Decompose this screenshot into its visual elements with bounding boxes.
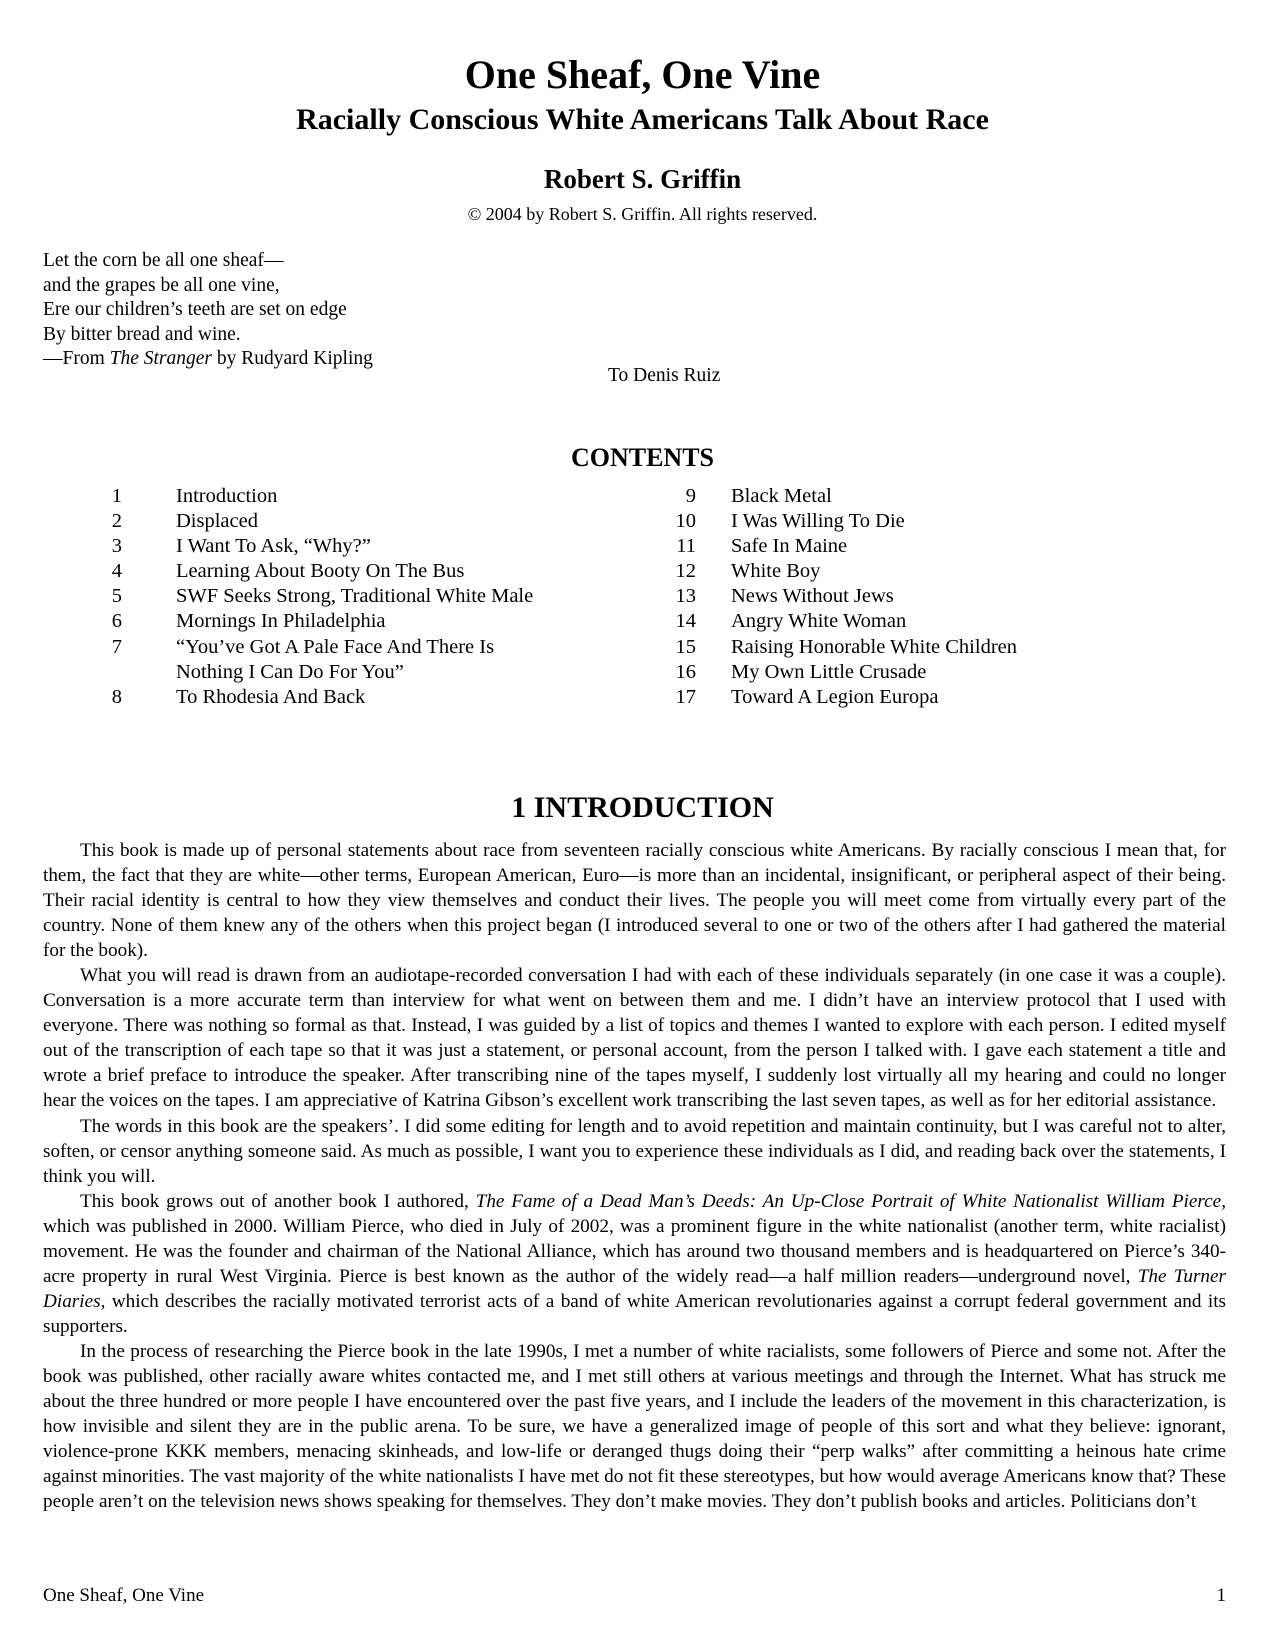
toc-number: 14 [675, 610, 696, 633]
toc-number: 11 [676, 535, 696, 558]
epigraph-line: and the grapes be all one vine, [43, 274, 280, 296]
attribution-prefix: —From [43, 348, 110, 370]
chapter-body [43, 838, 1226, 1514]
toc-number: 12 [675, 560, 696, 583]
chapter-heading: 1 INTRODUCTION [511, 791, 774, 824]
paragraph: This book is made up of personal statements about race from seventeen racially conscious white Americans. By racially conscious I mean that, for them, the fact that they are white—other terms, European American, Euro—is more than an incidental, insignificant, or peripheral aspect of their being. Their racial identity is central to how they view themselves and conduct their lives. The people you will meet come from virtually every part of the country. None of them knew any of the others when this project began (I introduced several to one or two of the others after I had gathered the material for the book). [43, 840, 1226, 962]
toc-title: I Want To Ask, “Why?” [176, 535, 371, 558]
text-run: This book grows out of another book I authored, [80, 1190, 476, 1212]
author-name: Robert S. Griffin [543, 164, 742, 194]
attribution-suffix: by Rudyard Kipling [212, 348, 373, 370]
toc-number: 1 [111, 485, 122, 507]
book-title-italic: The Turner Diaries, [43, 1265, 1227, 1312]
toc-number: 13 [675, 585, 696, 608]
dedication: To Denis Ruiz [608, 365, 721, 386]
toc-title: Learning About Booty On The Bus [176, 560, 465, 583]
toc-title: My Own Little Crusade [731, 660, 927, 683]
toc-number: 4 [111, 560, 122, 583]
document-title: One Sheaf, One Vine [464, 52, 821, 97]
toc-number: 15 [675, 635, 696, 658]
toc-number: 5 [111, 585, 122, 608]
footer-title: One Sheaf, One Vine [43, 1585, 205, 1606]
toc-number: 10 [675, 510, 696, 533]
toc-title: Nothing I Can Do For You” [176, 660, 404, 683]
toc-title: To Rhodesia And Back [176, 685, 366, 708]
book-title-italic: The Fame of a Dead Man’s Deeds: An Up-Close Portrait of White Nationalist William Pierce, [475, 1190, 1226, 1212]
epigraph-line: By bitter bread and wine. [43, 323, 241, 345]
contents-heading: CONTENTS [570, 443, 715, 472]
copyright-notice: © 2004 by Robert S. Griffin. All rights reserved. [467, 204, 818, 224]
toc-number: 17 [675, 685, 696, 708]
toc-title: Toward A Legion Europa [731, 685, 939, 708]
toc-title: News Without Jews [731, 585, 894, 608]
page-number: 1 [1216, 1585, 1226, 1606]
text-run: which was published in 2000. William Pierce, who died in July of 2002, was a prominent figure in the white nationalist (another term, white racialist) movement. He was the founder and chairman of the National Alliance, which has around two thousand members and is headquartered on Pierce’s 340-acre property in rural West Virginia. Pierce is best known as the author of the widely read—a half million readers—underground novel, [43, 1215, 1226, 1287]
toc-number: 2 [111, 510, 122, 533]
epigraph-line: Let the corn be all one sheaf— [43, 250, 284, 271]
toc-title: Introduction [176, 485, 278, 507]
paragraph: In the process of researching the Pierce book in the late 1990s, I met a number of white racialists, some followers of Pierce and some not. After the book was published, other racially aware whites contacted me, and I met still others at various meetings and through the Internet. What has struck me about the three hundred or more people I have encountered over the past five years, and I include the leaders of the movement in this characterization, is how invisible and silent they are in the public arena. To be sure, we have a generalized image of people of this sort and what they believe: ignorant, violence-prone KKK members, menacing skinheads, and low-life or deranged thugs doing their “perp walks” after committing a heinous hate crime against minorities. The vast majority of the white nationalists I have met do not fit these stereotypes, but how would average Americans know that? These people aren’t on the television news shows speaking for themselves. They don’t make movies. They don’t publish books and articles. Politicians don’t [43, 1340, 1226, 1513]
paragraph: What you will read is drawn from an audiotape-recorded conversation I had with each of these individuals separately (in one case it was a couple). Conversation is a more accurate term than interview for what went on between them and me. I didn’t have an interview protocol that I used with everyone. There was nothing so formal as that. Instead, I was guided by a list of topics and themes I wanted to explore with each person. I edited myself out of the transcription of each tape so that it was just a statement, or personal account, from the person I talked with. I gave each statement a title and wrote a brief preface to introduce the speaker. After transcribing nine of the tapes myself, I suddenly lost virtually all my hearing and could no longer hear the voices on the tapes. I am appreciative of Katrina Gibson’s excellent work transcribing the last seven tapes, as well as for her editorial assistance. [43, 965, 1226, 1112]
toc-number: 8 [111, 685, 122, 708]
paragraph: The words in this book are the speakers’. I did some editing for length and to avoid repetition and maintain continuity, but I was careful not to alter, soften, or censor anything someone said. As much as possible, I want you to experience these individuals as I did, and reading back over the statements, I think you will. [43, 1115, 1226, 1187]
epigraph-attribution [43, 347, 373, 372]
toc-number: 6 [111, 610, 122, 633]
toc-number: 16 [675, 660, 696, 683]
toc-number: 9 [685, 485, 696, 507]
toc-title: Angry White Woman [731, 610, 907, 633]
epigraph-line: Ere our children’s teeth are set on edge [43, 299, 347, 321]
toc-title: Safe In Maine [731, 535, 848, 558]
toc-number: 7 [111, 635, 122, 658]
paragraph [43, 1189, 1226, 1339]
toc-title: Mornings In Philadelphia [176, 610, 386, 633]
toc-title: Black Metal [731, 485, 832, 507]
toc-title: Raising Honorable White Children [731, 635, 1017, 658]
epigraph [43, 249, 373, 372]
toc-title: SWF Seeks Strong, Traditional White Male [176, 585, 534, 608]
toc-number: 3 [111, 535, 122, 558]
toc-title: “You’ve Got A Pale Face And There Is [176, 635, 495, 658]
toc-title: White Boy [731, 560, 821, 583]
document-subtitle: Racially Conscious White Americans Talk About Race [296, 103, 989, 136]
toc-title: Displaced [176, 510, 258, 533]
text-run: which describes the racially motivated terrorist acts of a band of white American revolutionaries against a corrupt federal government and its supporters. [43, 1290, 1226, 1337]
attribution-work: The Stranger [109, 348, 213, 370]
toc-title: I Was Willing To Die [731, 510, 905, 533]
